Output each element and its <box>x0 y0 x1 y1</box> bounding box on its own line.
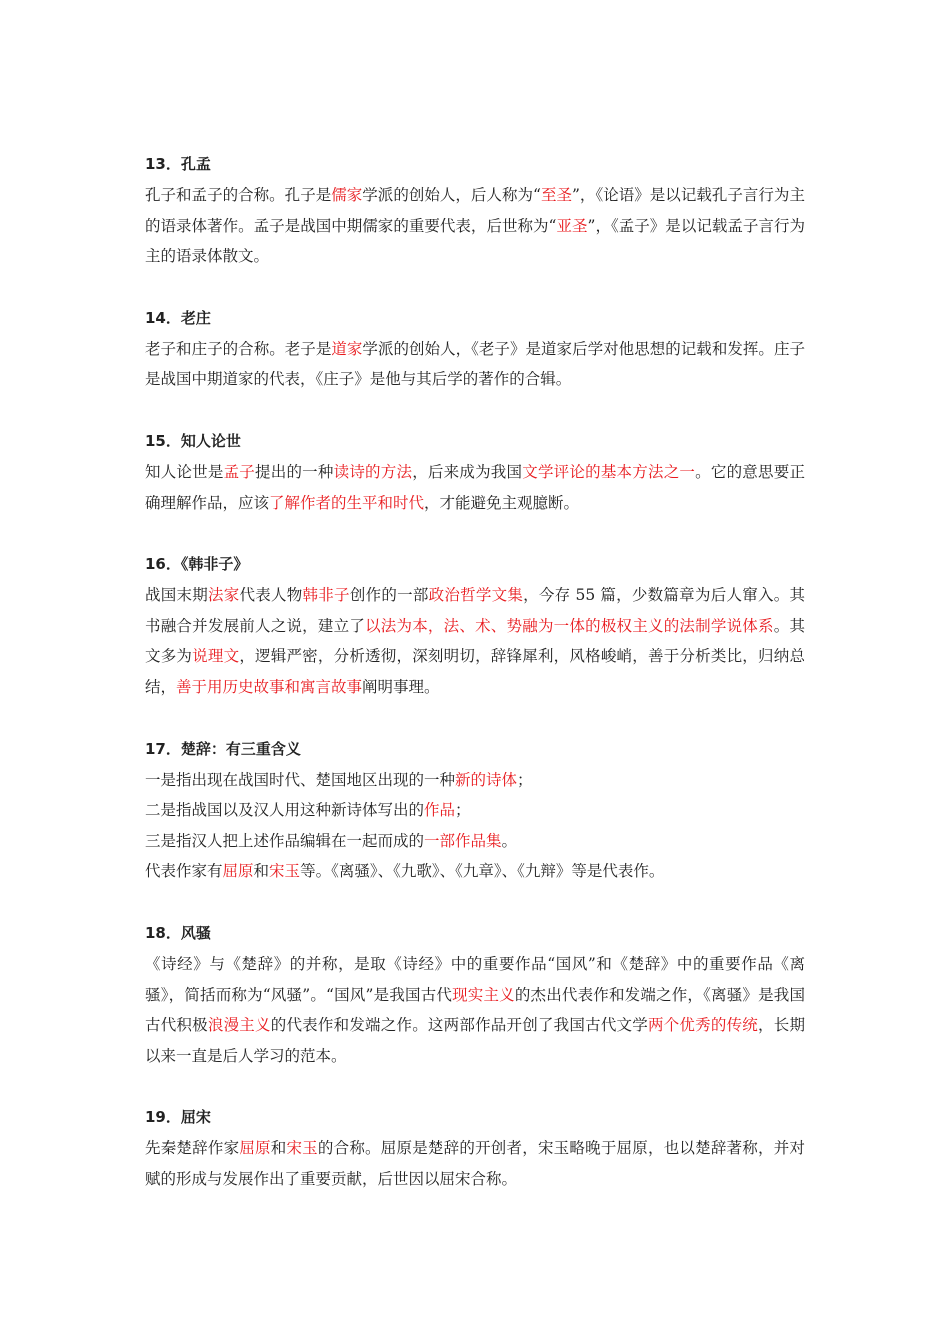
highlighted-term: 宋玉 <box>286 1139 318 1158</box>
text-run: ，后来成为我国 <box>412 462 523 481</box>
highlighted-term: 说理文 <box>192 647 240 666</box>
text-run: 代表作家有 <box>145 862 223 881</box>
text-run: ； <box>517 770 533 789</box>
text-run: ”，《论语》是以记载孔子言行为主的语录体著作。孟子是战国中期儒家的重要代表，后世称为“ <box>145 186 805 235</box>
text-run: 《诗经》与《楚辞》的并称，是取《诗经》中的重要作品“国风”和《楚辞》中的重要作品《离骚》，简括而称为“风骚”。“国风”是我国古代 <box>145 954 805 1004</box>
entry-paragraph <box>145 826 805 857</box>
text-run: 。其文多为 <box>145 616 805 666</box>
entry-paragraph <box>145 949 805 1071</box>
entry-paragraph <box>145 580 805 702</box>
highlighted-term: 屈原 <box>222 862 254 881</box>
entry-paragraph <box>145 856 805 887</box>
highlighted-term: 法家 <box>208 586 240 605</box>
text-run: ； <box>455 801 471 820</box>
highlighted-term: 至圣 <box>540 186 572 204</box>
entry-section <box>145 430 805 518</box>
highlighted-term: 韩非子 <box>302 586 350 605</box>
highlighted-term: 宋玉 <box>269 862 301 881</box>
entry-heading: 15．知人论世 <box>145 431 241 450</box>
highlighted-term: 浪漫主义 <box>207 1016 271 1035</box>
entry-section <box>145 738 805 887</box>
entry-heading: 17．楚辞：有三重含义 <box>145 739 301 758</box>
text-run: 的合称。屈原是楚辞的开创者，宋玉略晚于屈原，也以楚辞著称，并对赋的形成与发展作出了重要贡献，后世因以屈宋合称。 <box>145 1139 805 1188</box>
highlighted-term: 儒家 <box>331 186 363 204</box>
highlighted-term: 以法为本，法、术、势融为一体的极权主义的法制学说体系 <box>365 616 774 635</box>
highlighted-term: 作品 <box>424 801 456 820</box>
entry-section <box>145 1106 805 1194</box>
entry-paragraph <box>145 795 805 826</box>
entry-section <box>145 922 805 1071</box>
highlighted-term: 亚圣 <box>556 216 588 235</box>
highlighted-term: 文学评论的基本方法之一 <box>522 462 696 481</box>
text-run: 学派的创始人，《老子》是道家后学对他思想的记载和发挥。庄子是战国中期道家的代表，《庄子》是他与其后学的著作的合辑。 <box>145 339 805 389</box>
text-run: ，逻辑严密，分析透彻，深刻明切，辞锋犀利，风格峻峭，善于分析类比，归纳总结， <box>145 647 805 696</box>
text-run: ”，《孟子》是以记载孟子言行为主的语录体散文。 <box>145 216 805 266</box>
highlighted-term: 孟子 <box>223 462 256 481</box>
entry-paragraph <box>145 457 805 518</box>
highlighted-term: 两个优秀的传统 <box>647 1016 759 1035</box>
text-run: 等。《离骚》、《九歌》、《九章》、《九辩》等是代表作。 <box>300 862 665 881</box>
text-run: 阐明事理。 <box>362 677 440 696</box>
highlighted-term: 善于用历史故事和寓言故事 <box>176 677 363 696</box>
highlighted-term: 现实主义 <box>452 985 515 1004</box>
entry-paragraph <box>145 180 805 272</box>
text-run: 一是指出现在战国时代、楚国地区出现的一种 <box>145 770 456 789</box>
text-run: 和 <box>270 1139 287 1158</box>
text-run: 老子和庄子的合称。老子是 <box>145 339 332 358</box>
highlighted-term: 政治哲学文集 <box>428 586 524 605</box>
entry-heading: 19．屈宋 <box>145 1108 211 1127</box>
highlighted-term: 读诗的方法 <box>333 462 413 481</box>
text-run: 先秦楚辞作家 <box>145 1139 240 1158</box>
entry-heading: 14．老庄 <box>145 308 211 327</box>
text-run: 的杰出代表作和发端之作，《离骚》是我国古代积极 <box>145 985 805 1035</box>
entry-section <box>145 307 805 395</box>
text-run: 的代表作和发端之作。这两部作品开创了我国古代文学 <box>270 1016 648 1035</box>
entry-paragraph <box>145 1133 805 1194</box>
text-run: 孔子和孟子的合称。孔子是 <box>145 186 332 204</box>
text-run: 。它的意思要正确理解作品，应该 <box>145 462 805 512</box>
text-run: ，才能避免主观臆断。 <box>424 493 580 512</box>
text-run: 提出的一种 <box>255 462 334 481</box>
highlighted-term: 道家 <box>331 339 363 358</box>
entry-paragraph <box>145 765 805 796</box>
text-run: 创作的一部 <box>349 586 429 605</box>
text-run: 三是指汉人把上述作品编辑在一起而成的 <box>145 831 425 850</box>
highlighted-term: 了解作者的生平和时代 <box>269 493 425 512</box>
text-run: 代表人物 <box>239 586 303 605</box>
entry-heading: 13．孔孟 <box>145 155 211 173</box>
text-run: 二是指战国以及汉人用这种新诗体写出的 <box>145 801 425 820</box>
document-body <box>145 153 805 1229</box>
entry-section <box>145 553 805 702</box>
entry-heading: 18．风骚 <box>145 923 211 942</box>
text-run: 。 <box>501 831 518 850</box>
entry-section <box>145 153 805 272</box>
text-run: ，今存 55 篇，少数篇章为后人窜入。其书融合并发展前人之说，建立了 <box>145 586 805 635</box>
highlighted-term: 屈原 <box>239 1139 271 1158</box>
highlighted-term: 新的诗体 <box>455 770 518 789</box>
entry-paragraph <box>145 334 805 395</box>
text-run: 知人论世是 <box>145 462 224 481</box>
entry-heading: 16．《韩非子》 <box>145 555 249 574</box>
text-run: 学派的创始人，后人称为“ <box>362 186 541 204</box>
highlighted-term: 一部作品集 <box>424 831 502 850</box>
text-run: 战国末期 <box>145 586 209 605</box>
text-run: 和 <box>253 862 270 881</box>
text-run: ，长期以来一直是后人学习的范本。 <box>145 1016 805 1065</box>
